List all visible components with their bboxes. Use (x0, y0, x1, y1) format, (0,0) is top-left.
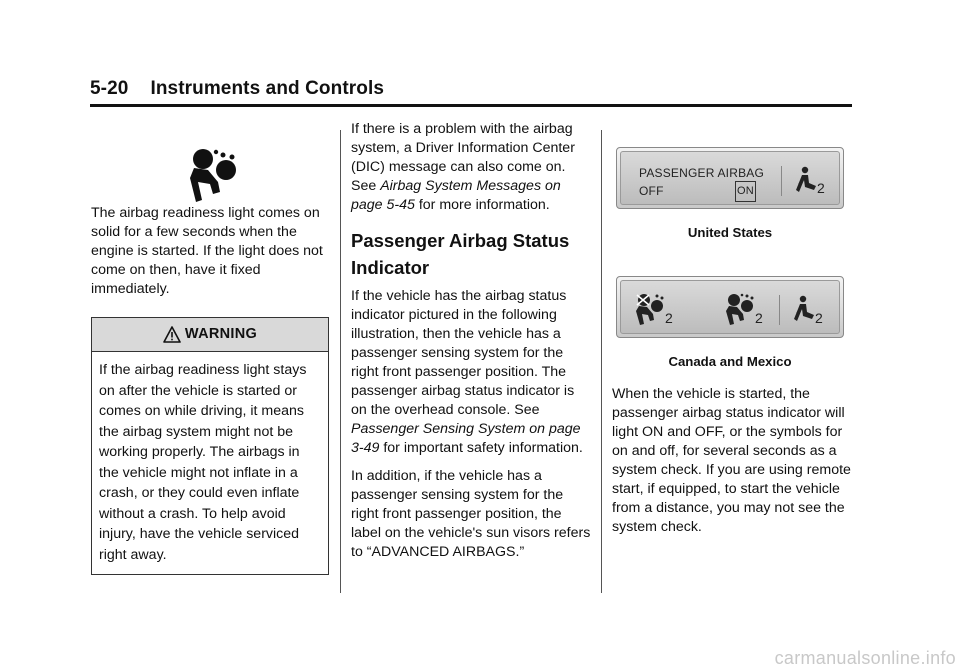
advanced-airbags-paragraph: In addition, if the vehicle has a passenger sensing system for the right front passenger position, the label on the vehicle's sun visors refers to “ADVANCED AIRBAGS.” (351, 468, 591, 560)
airbag-readiness-icon (188, 148, 236, 202)
warning-box (91, 317, 329, 575)
column-divider-2 (601, 130, 602, 593)
column-2 (351, 120, 591, 562)
seat-number-3: 2 (815, 310, 823, 326)
indicator-paragraph (351, 287, 591, 458)
dic-text: If there is a problem with the airbag system, a Driver Information Center (DIC) message can also come on. See (351, 121, 575, 194)
section-title: Instruments and Controls (150, 78, 385, 99)
us-panel-face (620, 151, 840, 205)
airbag-off-icon (635, 293, 665, 325)
panel-divider (781, 166, 782, 196)
canada-indicator-panel (616, 276, 844, 338)
warning-icon (163, 326, 181, 343)
us-indicator-panel (616, 147, 844, 209)
airbag-readiness-icon-area (91, 120, 331, 204)
canada-panel-divider (779, 295, 780, 325)
section-heading: Passenger Airbag Status Indicator (351, 230, 570, 278)
system-check-paragraph: When the vehicle is started, the passenger airbag status indicator will light ON and OFF, or the symbols for on and off, for several seconds as a system check. If you are using remote start, if equipped, to start the vehicle from a distance, you may not see the system check. (612, 386, 851, 535)
off-icon-number: 2 (665, 310, 673, 326)
airbag-on-icon (725, 293, 755, 325)
indicator-tail: for important safety information. (379, 440, 583, 456)
page-header (90, 78, 850, 104)
dic-message-paragraph (351, 120, 591, 215)
page-number: 5-20 (90, 78, 129, 99)
warning-header (92, 318, 328, 352)
header-rule (90, 104, 852, 107)
seat-number: 2 (817, 180, 825, 196)
passenger-airbag-label: PASSENGER AIRBAG (639, 166, 765, 180)
passenger-sensing-link[interactable]: Passenger Sensing System on page 3-49 (351, 421, 581, 456)
indicator-text: If the vehicle has the airbag status indicator pictured in the following illustration, then the vehicle has a passenger sensing system for the right front passenger position. The passenger airbag status indicator is on the overhead console. See (351, 288, 575, 418)
column-1 (91, 120, 331, 575)
column-3 (612, 120, 852, 537)
off-label: OFF (639, 184, 664, 198)
canada-caption: Canada and Mexico (668, 354, 792, 369)
on-icon-number: 2 (755, 310, 763, 326)
canada-panel-face (620, 280, 840, 334)
on-label: ON (735, 181, 756, 202)
airbag-messages-link[interactable]: Airbag System Messages on page 5-45 (351, 178, 561, 213)
airbag-readiness-paragraph: The airbag readiness light comes on solid for a few seconds when the engine is started. If the light does not come on then, have it fixed immediately. (91, 205, 323, 297)
seated-passenger-icon (793, 166, 819, 196)
us-caption: United States (687, 225, 773, 240)
dic-tail: for more information. (414, 197, 550, 213)
seated-passenger-icon-2 (791, 295, 817, 325)
warning-title: WARNING (184, 326, 258, 342)
column-divider-1 (340, 130, 341, 593)
watermark: carmanualsonline.info (774, 648, 956, 668)
warning-body: If the airbag readiness light stays on after the vehicle is started or comes on while driving, it means the airbag system might not be working properly. The airbags in the vehicle might not inflate in a crash, or they could even inflate without a crash. To help avoid injury, have the vehicle serviced right away. (99, 362, 307, 563)
